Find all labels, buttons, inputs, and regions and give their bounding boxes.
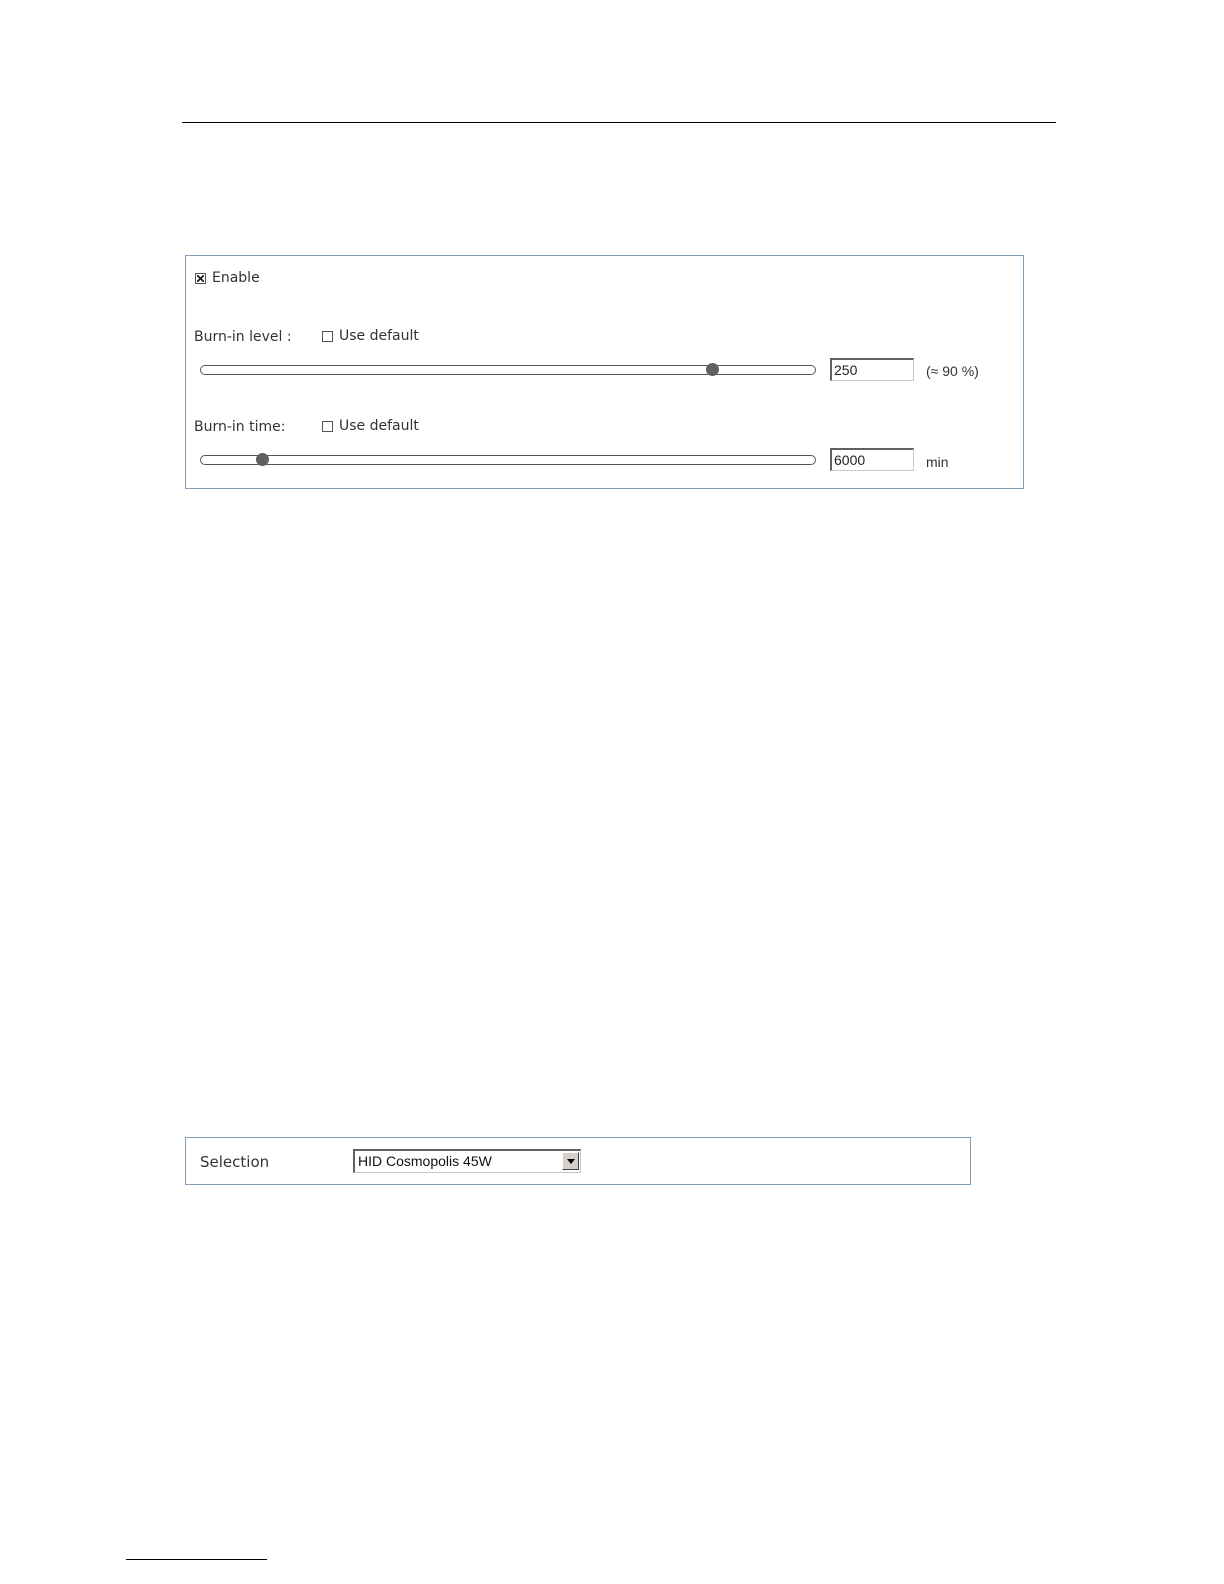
- burnin-time-slider[interactable]: [200, 455, 816, 465]
- burnin-panel: [185, 255, 1024, 489]
- footnote-rule: [126, 1559, 267, 1560]
- chevron-down-icon[interactable]: [562, 1152, 579, 1170]
- burnin-level-use-default-checkbox[interactable]: [322, 328, 419, 344]
- burnin-level-use-default-box[interactable]: [322, 331, 333, 342]
- selection-dropdown-value: HID Cosmopolis 45W: [358, 1153, 492, 1169]
- selection-dropdown[interactable]: [353, 1149, 581, 1173]
- header-rule: [182, 122, 1056, 123]
- enable-checkbox[interactable]: [195, 270, 260, 286]
- burnin-level-slider-thumb[interactable]: [706, 363, 719, 376]
- burnin-time-use-default-box[interactable]: [322, 421, 333, 432]
- burnin-level-label: Burn-in level :: [194, 329, 292, 345]
- burnin-level-unit: (≈ 90 %): [926, 363, 979, 379]
- burnin-level-input[interactable]: [830, 358, 914, 381]
- burnin-time-unit: min: [926, 454, 949, 470]
- selection-panel: [185, 1137, 971, 1185]
- burnin-time-slider-thumb[interactable]: [256, 453, 269, 466]
- burnin-level-use-default-label: Use default: [339, 328, 419, 344]
- burnin-time-label: Burn-in time:: [194, 419, 286, 435]
- burnin-level-slider[interactable]: [200, 365, 816, 375]
- enable-checkbox-box[interactable]: [195, 273, 206, 284]
- selection-label: Selection: [200, 1153, 270, 1171]
- burnin-time-use-default-checkbox[interactable]: [322, 418, 419, 434]
- burnin-time-use-default-label: Use default: [339, 418, 419, 434]
- enable-label: Enable: [212, 270, 260, 286]
- burnin-time-input[interactable]: [830, 448, 914, 471]
